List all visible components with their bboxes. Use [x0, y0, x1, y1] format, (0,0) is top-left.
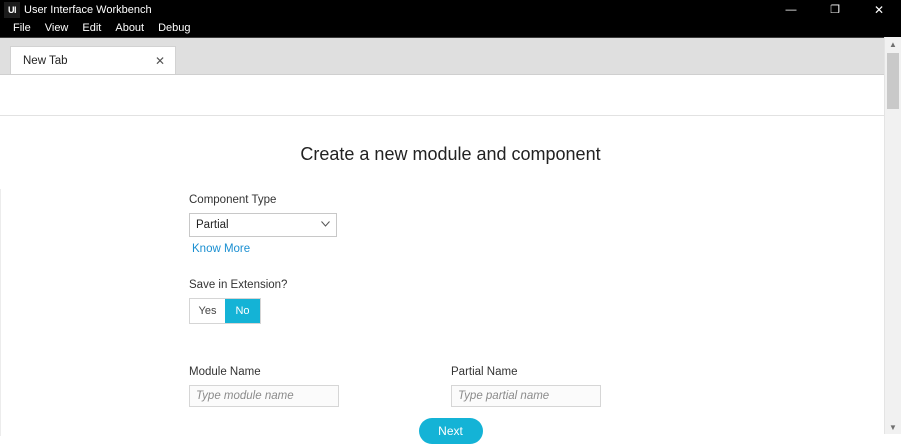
- save-in-extension-label: Save in Extension?: [189, 279, 288, 291]
- save-in-extension-toggle[interactable]: [189, 298, 261, 324]
- content-left-divider: [0, 189, 1, 436]
- title-bar: [0, 0, 901, 20]
- window-controls: [769, 0, 901, 20]
- toolbar-band: [0, 75, 901, 116]
- component-type-select[interactable]: [189, 213, 337, 237]
- menu-item-edit[interactable]: Edit: [82, 22, 102, 34]
- tab-close-icon[interactable]: ✕: [154, 53, 165, 68]
- component-type-select-wrapper: [189, 213, 337, 237]
- partial-name-label: Partial Name: [451, 366, 518, 378]
- next-button-container: [0, 418, 901, 444]
- toggle-option-yes[interactable]: Yes: [190, 299, 225, 323]
- partial-name-input[interactable]: [451, 385, 601, 407]
- main-content: [0, 116, 901, 436]
- spacer: [189, 257, 809, 279]
- module-name-input[interactable]: [189, 385, 339, 407]
- menu-item-debug[interactable]: Debug: [158, 22, 191, 34]
- partial-name-field-group: [451, 366, 601, 407]
- close-icon[interactable]: ✕: [873, 3, 885, 17]
- create-module-form: [189, 194, 809, 407]
- toggle-option-no[interactable]: No: [225, 299, 260, 323]
- name-fields-row: [189, 366, 809, 407]
- window-title: User Interface Workbench: [24, 4, 152, 16]
- module-name-field-group: [189, 366, 339, 407]
- tab-new-tab[interactable]: [10, 46, 176, 74]
- component-type-label: Component Type: [189, 194, 277, 206]
- app-icon: UI: [4, 2, 20, 18]
- scroll-up-icon[interactable]: ▲: [885, 37, 901, 51]
- menu-item-view[interactable]: View: [44, 22, 69, 34]
- tab-label: New Tab: [23, 54, 68, 67]
- menu-bar: [0, 20, 901, 38]
- maximize-icon[interactable]: ❐: [830, 3, 840, 16]
- scrollbar-thumb[interactable]: [887, 53, 899, 109]
- menu-item-about[interactable]: About: [115, 22, 145, 34]
- scroll-down-icon[interactable]: ▼: [885, 420, 901, 434]
- menu-item-file[interactable]: File: [13, 22, 31, 34]
- tab-strip: [0, 38, 901, 75]
- module-name-label: Module Name: [189, 366, 261, 378]
- page-title: Create a new module and component: [300, 144, 601, 164]
- next-button[interactable]: Next: [419, 418, 483, 444]
- vertical-scrollbar[interactable]: [884, 37, 901, 434]
- know-more-link[interactable]: Know More: [192, 243, 251, 255]
- minimize-icon[interactable]: —: [785, 3, 797, 16]
